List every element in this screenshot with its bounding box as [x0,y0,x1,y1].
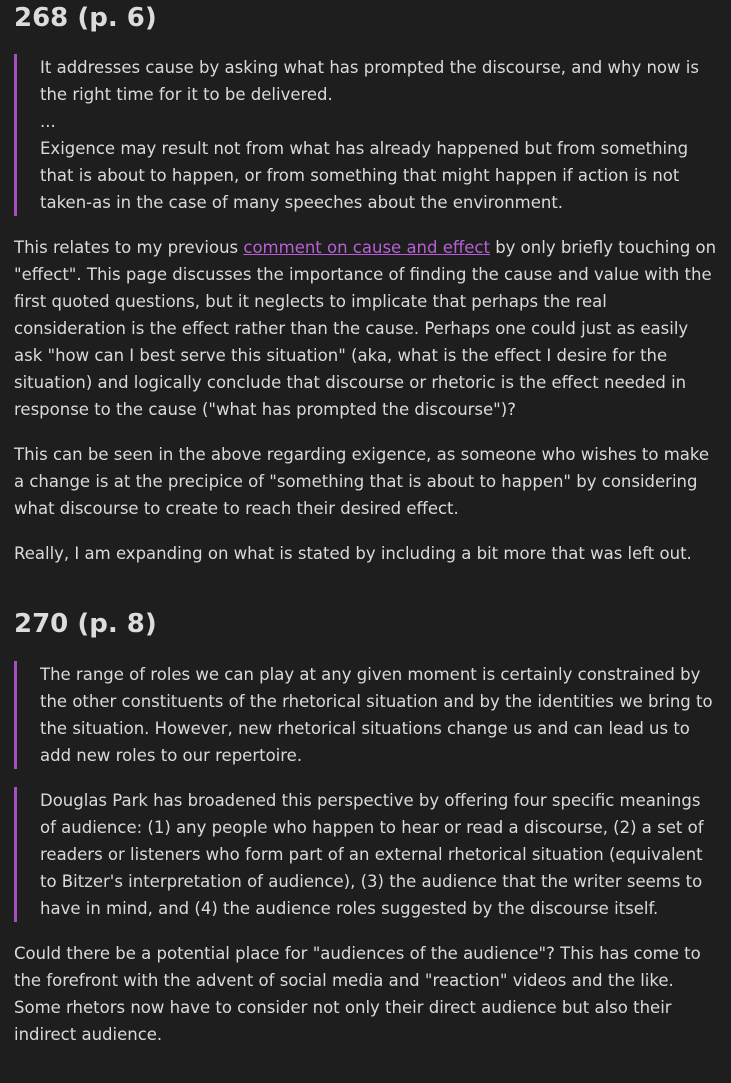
quote-text: Douglas Park has broadened this perspective by offering four specific meanings of audience: (1) any people who happen to hear or read a discourse, (2) a set of readers or listeners who form part of an external rhetorical situation (equivalent to Bitzer's interpretation of audience), (3) the audience that the writer seems to have in mind, and (4) the audience roles suggested by the discourse itself. [40,791,704,918]
paragraph [14,234,717,423]
quote-ellipsis: ... [40,112,56,131]
section-heading-268: 268 (p. 6) [14,3,157,33]
article-body [14,0,717,1048]
quote-text: It addresses cause by asking what has prompted the discourse, and why now is the right time for it to be delivered. [40,58,699,104]
paragraph: Could there be a potential place for "audiences of the audience"? This has come to the forefront with the advent of social media and "reaction" videos and the like. Some rhetors now have to consider not only their direct audience but also their indirect audience. [14,944,701,1044]
paragraph: This can be seen in the above regarding exigence, as someone who wishes to make a change is at the precipice of "something that is about to happen" by considering what discourse to create to reach their desired effect. [14,445,710,518]
blockquote-exigence [14,54,717,216]
cause-and-effect-link[interactable]: comment on cause and effect [243,238,490,257]
quote-text: The range of roles we can play at any given moment is certainly constrained by the other constituents of the rhetorical situation and by the identities we bring to the situation. However, new rhetorical situations change us and can lead us to add new roles to our repertoire. [40,665,713,765]
blockquote-park [14,787,717,922]
paragraph-text: This relates to my previous [14,238,244,257]
paragraph-text: by only briefly touching on "effect". This page discusses the importance of finding the cause and value with the first quoted questions, but it neglects to implicate that perhaps the real consideration is the effect rather than the cause. Perhaps one could just as easily ask "how can I best serve this situation" (aka, what is the effect I desire for the situation) and logically conclude that discourse or rhetoric is the effect needed in response to the cause ("what has prompted the discourse")? [14,238,717,419]
paragraph: Really, I am expanding on what is stated by including a bit more that was left out. [14,544,692,563]
section-heading-270: 270 (p. 8) [14,609,157,639]
quote-text: Exigence may result not from what has already happened but from something that is about to happen, or from something that might happen if action is not taken-as in the case of many speeches about the environment. [40,139,689,212]
blockquote-roles [14,661,717,769]
